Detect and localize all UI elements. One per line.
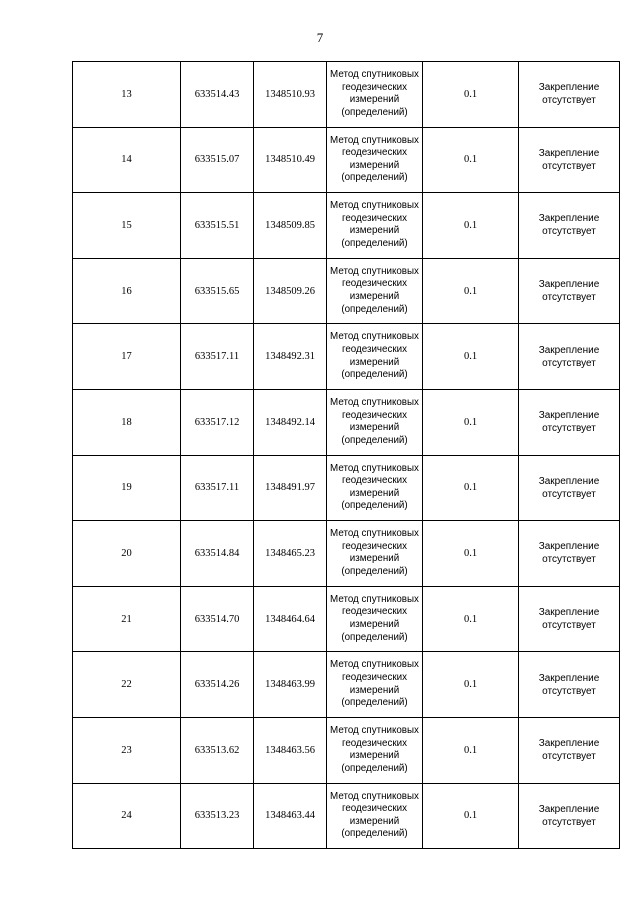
fixing-cell-text: Закрепление отсутствует: [538, 475, 600, 500]
method-cell: [327, 652, 423, 718]
fixing-cell: [519, 127, 620, 193]
table-row: [73, 324, 620, 390]
point-number-cell: 21: [73, 586, 181, 652]
method-cell-text: Метод спутниковых геодезических измерений (определений): [330, 725, 419, 774]
accuracy-cell: 0.1: [423, 521, 519, 587]
table-row: [73, 127, 620, 193]
method-cell-text: Метод спутниковых геодезических измерений (определений): [330, 397, 419, 446]
table-row: [73, 652, 620, 718]
fixing-cell: [519, 324, 620, 390]
fixing-cell: [519, 455, 620, 521]
y-coordinate-cell: 1348464.64: [254, 586, 327, 652]
table-row: [73, 62, 620, 128]
table-row: [73, 586, 620, 652]
accuracy-cell: 0.1: [423, 389, 519, 455]
x-coordinate-cell: 633515.65: [181, 258, 254, 324]
fixing-cell: [519, 783, 620, 849]
fixing-cell-text: Закрепление отсутствует: [538, 541, 600, 566]
fixing-cell: [519, 389, 620, 455]
accuracy-cell: 0.1: [423, 455, 519, 521]
accuracy-cell: 0.1: [423, 193, 519, 259]
fixing-cell-text: Закрепление отсутствует: [538, 738, 600, 763]
point-number-cell: 23: [73, 717, 181, 783]
point-number-cell: 13: [73, 62, 181, 128]
fixing-cell-text: Закрепление отсутствует: [538, 279, 600, 304]
y-coordinate-cell: 1348492.14: [254, 389, 327, 455]
method-cell-text: Метод спутниковых геодезических измерений (определений): [330, 790, 419, 840]
y-coordinate-cell: 1348510.49: [254, 127, 327, 193]
method-cell-text: Метод спутниковых геодезических измерений (определений): [330, 659, 419, 709]
method-cell: [327, 586, 423, 652]
table-row: [73, 193, 620, 259]
method-cell-text: Метод спутниковых геодезических измерений (определений): [330, 462, 419, 512]
x-coordinate-cell: 633517.11: [181, 455, 254, 521]
method-cell-text: Метод спутниковых геодезических измерений (определений): [330, 331, 419, 381]
y-coordinate-cell: 1348492.31: [254, 324, 327, 390]
fixing-cell-text: Закрепление отсутствует: [538, 672, 600, 697]
accuracy-cell: 0.1: [423, 258, 519, 324]
fixing-cell: [519, 258, 620, 324]
accuracy-cell: 0.1: [423, 324, 519, 390]
y-coordinate-cell: 1348491.97: [254, 455, 327, 521]
x-coordinate-cell: 633514.26: [181, 652, 254, 718]
fixing-cell-text: Закрепление отсутствует: [538, 213, 600, 238]
coordinates-table-body: [73, 62, 620, 849]
method-cell-text: Метод спутниковых геодезических измерений (определений): [330, 200, 419, 250]
fixing-cell-text: Закрепление отсутствует: [538, 803, 600, 828]
method-cell: [327, 717, 423, 783]
y-coordinate-cell: 1348463.44: [254, 783, 327, 849]
x-coordinate-cell: 633514.70: [181, 586, 254, 652]
method-cell-text: Метод спутниковых геодезических измерений (определений): [330, 593, 419, 643]
fixing-cell: [519, 193, 620, 259]
method-cell: [327, 783, 423, 849]
x-coordinate-cell: 633513.62: [181, 717, 254, 783]
y-coordinate-cell: 1348509.26: [254, 258, 327, 324]
accuracy-cell: 0.1: [423, 717, 519, 783]
point-number-cell: 24: [73, 783, 181, 849]
table-row: [73, 783, 620, 849]
x-coordinate-cell: 633517.11: [181, 324, 254, 390]
point-number-cell: 17: [73, 324, 181, 390]
method-cell: [327, 193, 423, 259]
point-number-cell: 18: [73, 389, 181, 455]
fixing-cell: [519, 521, 620, 587]
method-cell: [327, 62, 423, 128]
y-coordinate-cell: 1348463.99: [254, 652, 327, 718]
x-coordinate-cell: 633515.51: [181, 193, 254, 259]
method-cell-text: Метод спутниковых геодезических измерений (определений): [330, 528, 419, 578]
point-number-cell: 22: [73, 652, 181, 718]
x-coordinate-cell: 633514.84: [181, 521, 254, 587]
fixing-cell: [519, 586, 620, 652]
coordinates-table: [72, 61, 620, 849]
point-number-cell: 19: [73, 455, 181, 521]
x-coordinate-cell: 633517.12: [181, 389, 254, 455]
accuracy-cell: 0.1: [423, 652, 519, 718]
method-cell: [327, 455, 423, 521]
table-row: [73, 717, 620, 783]
table-row: [73, 455, 620, 521]
point-number-cell: 16: [73, 258, 181, 324]
page-number: 7: [316, 30, 324, 45]
fixing-cell: [519, 652, 620, 718]
point-number-cell: 14: [73, 127, 181, 193]
accuracy-cell: 0.1: [423, 62, 519, 128]
point-number-cell: 20: [73, 521, 181, 587]
fixing-cell-text: Закрепление отсутствует: [538, 607, 600, 632]
fixing-cell-text: Закрепление отсутствует: [538, 344, 600, 369]
accuracy-cell: 0.1: [423, 127, 519, 193]
method-cell: [327, 324, 423, 390]
fixing-cell-text: Закрепление отсутствует: [538, 410, 600, 435]
method-cell: [327, 521, 423, 587]
method-cell: [327, 127, 423, 193]
fixing-cell: [519, 717, 620, 783]
x-coordinate-cell: 633514.43: [181, 62, 254, 128]
x-coordinate-cell: 633515.07: [181, 127, 254, 193]
fixing-cell-text: Закрепление отсутствует: [538, 147, 600, 172]
table-row: [73, 258, 620, 324]
y-coordinate-cell: 1348509.85: [254, 193, 327, 259]
accuracy-cell: 0.1: [423, 783, 519, 849]
accuracy-cell: 0.1: [423, 586, 519, 652]
method-cell: [327, 258, 423, 324]
table-row: [73, 389, 620, 455]
x-coordinate-cell: 633513.23: [181, 783, 254, 849]
fixing-cell: [519, 62, 620, 128]
y-coordinate-cell: 1348463.56: [254, 717, 327, 783]
fixing-cell-text: Закрепление отсутствует: [538, 82, 600, 107]
method-cell-text: Метод спутниковых геодезических измерений (определений): [330, 134, 419, 184]
y-coordinate-cell: 1348465.23: [254, 521, 327, 587]
point-number-cell: 15: [73, 193, 181, 259]
y-coordinate-cell: 1348510.93: [254, 62, 327, 128]
method-cell-text: Метод спутниковых геодезических измерений (определений): [330, 265, 419, 315]
method-cell: [327, 389, 423, 455]
table-row: [73, 521, 620, 587]
method-cell-text: Метод спутниковых геодезических измерений (определений): [330, 69, 419, 118]
